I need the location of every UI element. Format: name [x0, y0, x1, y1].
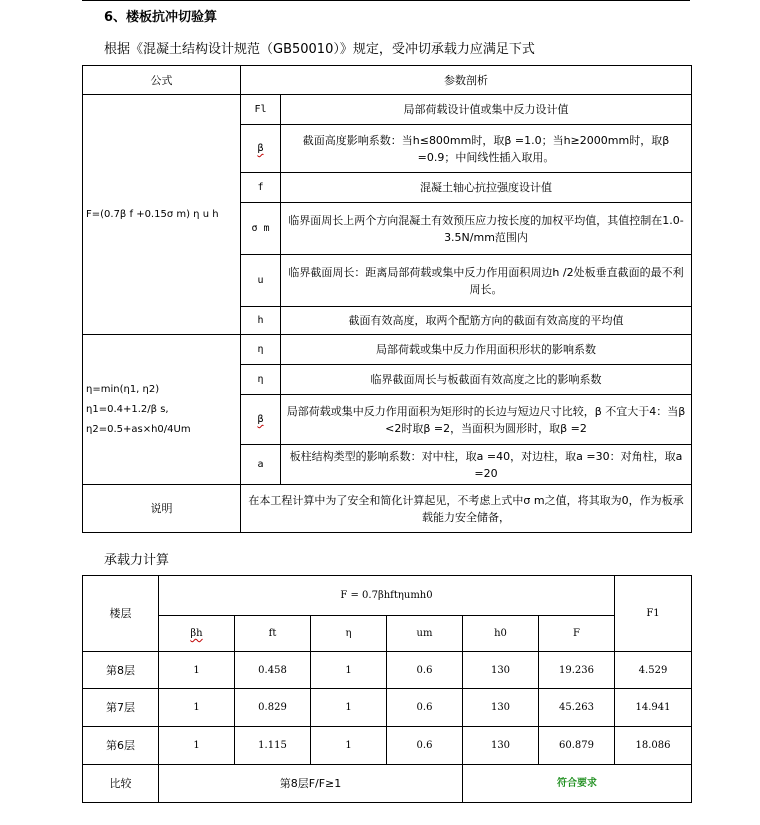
col-header-h0: h0 — [463, 616, 539, 652]
param-desc: 局部荷载或集中反力作用面积为矩形时的长边与短边尺寸比较，β 不宜大于4：当β <2时取β =2，当面积为圆形时，取β =2 — [281, 395, 692, 445]
h0-cell: 130 — [463, 652, 539, 689]
floor-header: 楼层 — [83, 576, 159, 652]
floor-cell: 第6层 — [83, 727, 159, 765]
h0-cell: 130 — [463, 689, 539, 727]
F-cell: 19.236 — [539, 652, 615, 689]
param-desc: 临界截面周长：距离局部荷载或集中反力作用面积周边h /2处板垂直截面的最不利周长。 — [281, 255, 692, 307]
compare-text: 第8层F/F≥1 — [159, 765, 463, 803]
table-row — [83, 727, 692, 765]
parameter-table-header — [83, 66, 692, 95]
param-symbol: f — [241, 173, 281, 203]
header-formula: 公式 — [83, 66, 241, 95]
header-analysis: 参数剖析 — [241, 66, 692, 95]
param-desc: 临界截面周长与板截面有效高度之比的影响系数 — [281, 365, 692, 395]
bh-cell: 1 — [159, 727, 235, 765]
param-symbol: Fl — [241, 95, 281, 125]
table-row — [83, 652, 692, 689]
param-symbol: σ m — [241, 203, 281, 255]
col-header-um: um — [387, 616, 463, 652]
F-cell: 45.263 — [539, 689, 615, 727]
ft-cell: 0.829 — [235, 689, 311, 727]
ft-cell: 0.458 — [235, 652, 311, 689]
param-desc: 截面有效高度，取两个配筋方向的截面有效高度的平均值 — [281, 307, 692, 335]
param-desc: 混凝土轴心抗拉强度设计值 — [281, 173, 692, 203]
h0-cell: 130 — [463, 727, 539, 765]
top-rule — [82, 0, 690, 1]
um-cell: 0.6 — [387, 689, 463, 727]
eta-cell: 1 — [311, 652, 387, 689]
floor-cell: 第8层 — [83, 652, 159, 689]
param-desc: 局部荷载设计值或集中反力设计值 — [281, 95, 692, 125]
eta-formula-cell — [83, 335, 241, 485]
compare-row — [83, 765, 692, 803]
parameter-table — [82, 65, 692, 533]
eta-line: η1=0.4+1.2/β s, — [86, 403, 169, 415]
col-header-ft: ft — [235, 616, 311, 652]
formula-header: F = 0.7βhftηumh0 — [159, 576, 615, 616]
intro-text: 根据《混凝土结构设计规范（GB50010）》规定，受冲切承载力应满足下式 — [104, 42, 535, 57]
param-desc: 局部荷载或集中反力作用面积形状的影响系数 — [281, 335, 692, 365]
param-desc: 临界面周长上两个方向混凝土有效预压应力按长度的加权平均值，其值控制在1.0-3.5N/mm范围内 — [281, 203, 692, 255]
eta-line: η=min(η1, η2) — [86, 383, 160, 395]
capacity-table — [82, 575, 692, 803]
note-label: 说明 — [83, 485, 241, 533]
F1-cell: 18.086 — [615, 727, 692, 765]
eta-cell: 1 — [311, 689, 387, 727]
note-text: 在本工程计算中为了安全和简化计算起见，不考虑上式中σ m之值，将其取为0，作为板承载能力安全储备， — [241, 485, 692, 533]
param-desc: 截面高度影响系数：当h≤800mm时，取β =1.0；当h≥2000mm时，取β =0.9；中间线性插入取用。 — [281, 125, 692, 173]
capacity-title: 承载力计算 — [104, 553, 170, 568]
bh-cell: 1 — [159, 689, 235, 727]
um-cell: 0.6 — [387, 652, 463, 689]
bh-cell: 1 — [159, 652, 235, 689]
param-symbol: η — [241, 335, 281, 365]
result-text: 符合要求 — [463, 765, 692, 803]
col-header-bh: βh — [159, 616, 235, 652]
F1-cell: 14.941 — [615, 689, 692, 727]
eta-line: η2=0.5+as×h0/4Um — [86, 423, 191, 435]
um-cell: 0.6 — [387, 727, 463, 765]
param-symbol: h — [241, 307, 281, 335]
param-symbol: a — [241, 445, 281, 485]
col-header-eta: η — [311, 616, 387, 652]
col-header-F: F — [539, 616, 615, 652]
formula-cell: F=(0.7β f +0.15σ m) η u h — [83, 95, 241, 335]
eta-cell: 1 — [311, 727, 387, 765]
section-title: 6、楼板抗冲切验算 — [104, 10, 218, 25]
F-cell: 60.879 — [539, 727, 615, 765]
f1-header: F1 — [615, 576, 692, 652]
param-symbol: β — [241, 125, 281, 173]
param-symbol: u — [241, 255, 281, 307]
F1-cell: 4.529 — [615, 652, 692, 689]
compare-label: 比较 — [83, 765, 159, 803]
param-symbol: β — [241, 395, 281, 445]
param-desc: 板柱结构类型的影响系数：对中柱，取a =40，对边柱，取a =30：对角柱，取a =20 — [281, 445, 692, 485]
table-row — [83, 689, 692, 727]
param-symbol: η — [241, 365, 281, 395]
ft-cell: 1.115 — [235, 727, 311, 765]
floor-cell: 第7层 — [83, 689, 159, 727]
